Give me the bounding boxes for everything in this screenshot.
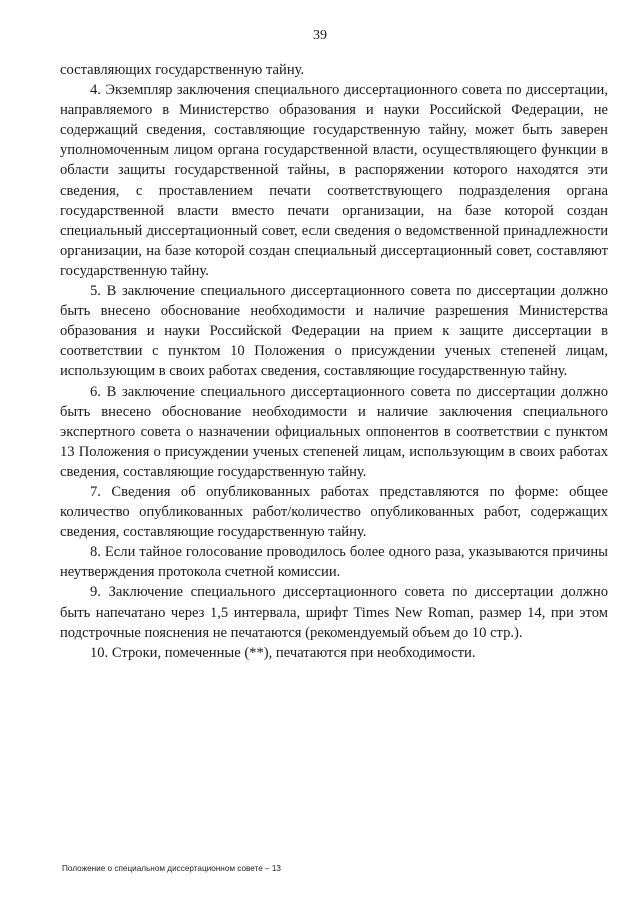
paragraph-item-5: 5. В заключение специального диссертационного совета по диссертации должно быть внесено обоснование необходимости и наличие разрешения Министерства образования и науки Российской Федерации на прием к защите диссертации в соответствии с пунктом 10 Положения о присуждении ученых степеней лицам, использующим в своих работах сведения, составляющие государственную тайну.: [60, 283, 608, 380]
paragraph-item-6: 6. В заключение специального диссертационного совета по диссертации должно быть внесено обоснование необходимости и наличие заключения специального экспертного совета о назначении официальных оппонентов в соответствии с пунктом 13 Положения о присуждении ученых степеней лицам, использующим в своих работах сведения, составляющие государственную тайну.: [60, 383, 608, 480]
paragraph-item-7: 7. Сведения об опубликованных работах представляются по форме: общее количество опубликованных работ/количество опубликованных работ, содержащих сведения, составляющие государственную тайну.: [60, 483, 608, 541]
document-body: [60, 60, 608, 663]
page-number: 39: [313, 28, 327, 43]
paragraph-item-10: 10. Строки, помеченные (**), печатаются при необходимости.: [90, 644, 476, 661]
page-footer: Положение о специальном диссертационном совете – 13: [62, 864, 281, 873]
paragraph-item-4: 4. Экземпляр заключения специального диссертационного совета по диссертации, направляемого в Министерство образования и науки Российской Федерации, не содержащий сведения, составляющие государственную тайну, может быть заверен уполномоченным лицом органа государственной власти, осуществляющего функции в области защиты государственной тайны, в распоряжении которого находятся эти сведения, с проставлением печати соответствующего подразделения органа государственной власти вместо печати организации, на базе которой создан специальный диссертационный совет, если сведения о ведомственной принадлежности организации, на базе которой создан специальный диссертационный совет, составляют государственную тайну.: [60, 82, 608, 279]
paragraph-continuation: составляющих государственную тайну.: [60, 62, 305, 78]
paragraph-item-8: 8. Если тайное голосование проводилось более одного раза, указываются причины неутверждения протокола счетной комиссии.: [60, 544, 608, 581]
paragraph-item-9: 9. Заключение специального диссертационного совета по диссертации должно быть напечатано через 1,5 интервала, шрифт Times New Roman, размер 14, при этом подстрочные пояснения не печатаются (рекомендуемый объем до 10 стр.).: [60, 584, 608, 641]
